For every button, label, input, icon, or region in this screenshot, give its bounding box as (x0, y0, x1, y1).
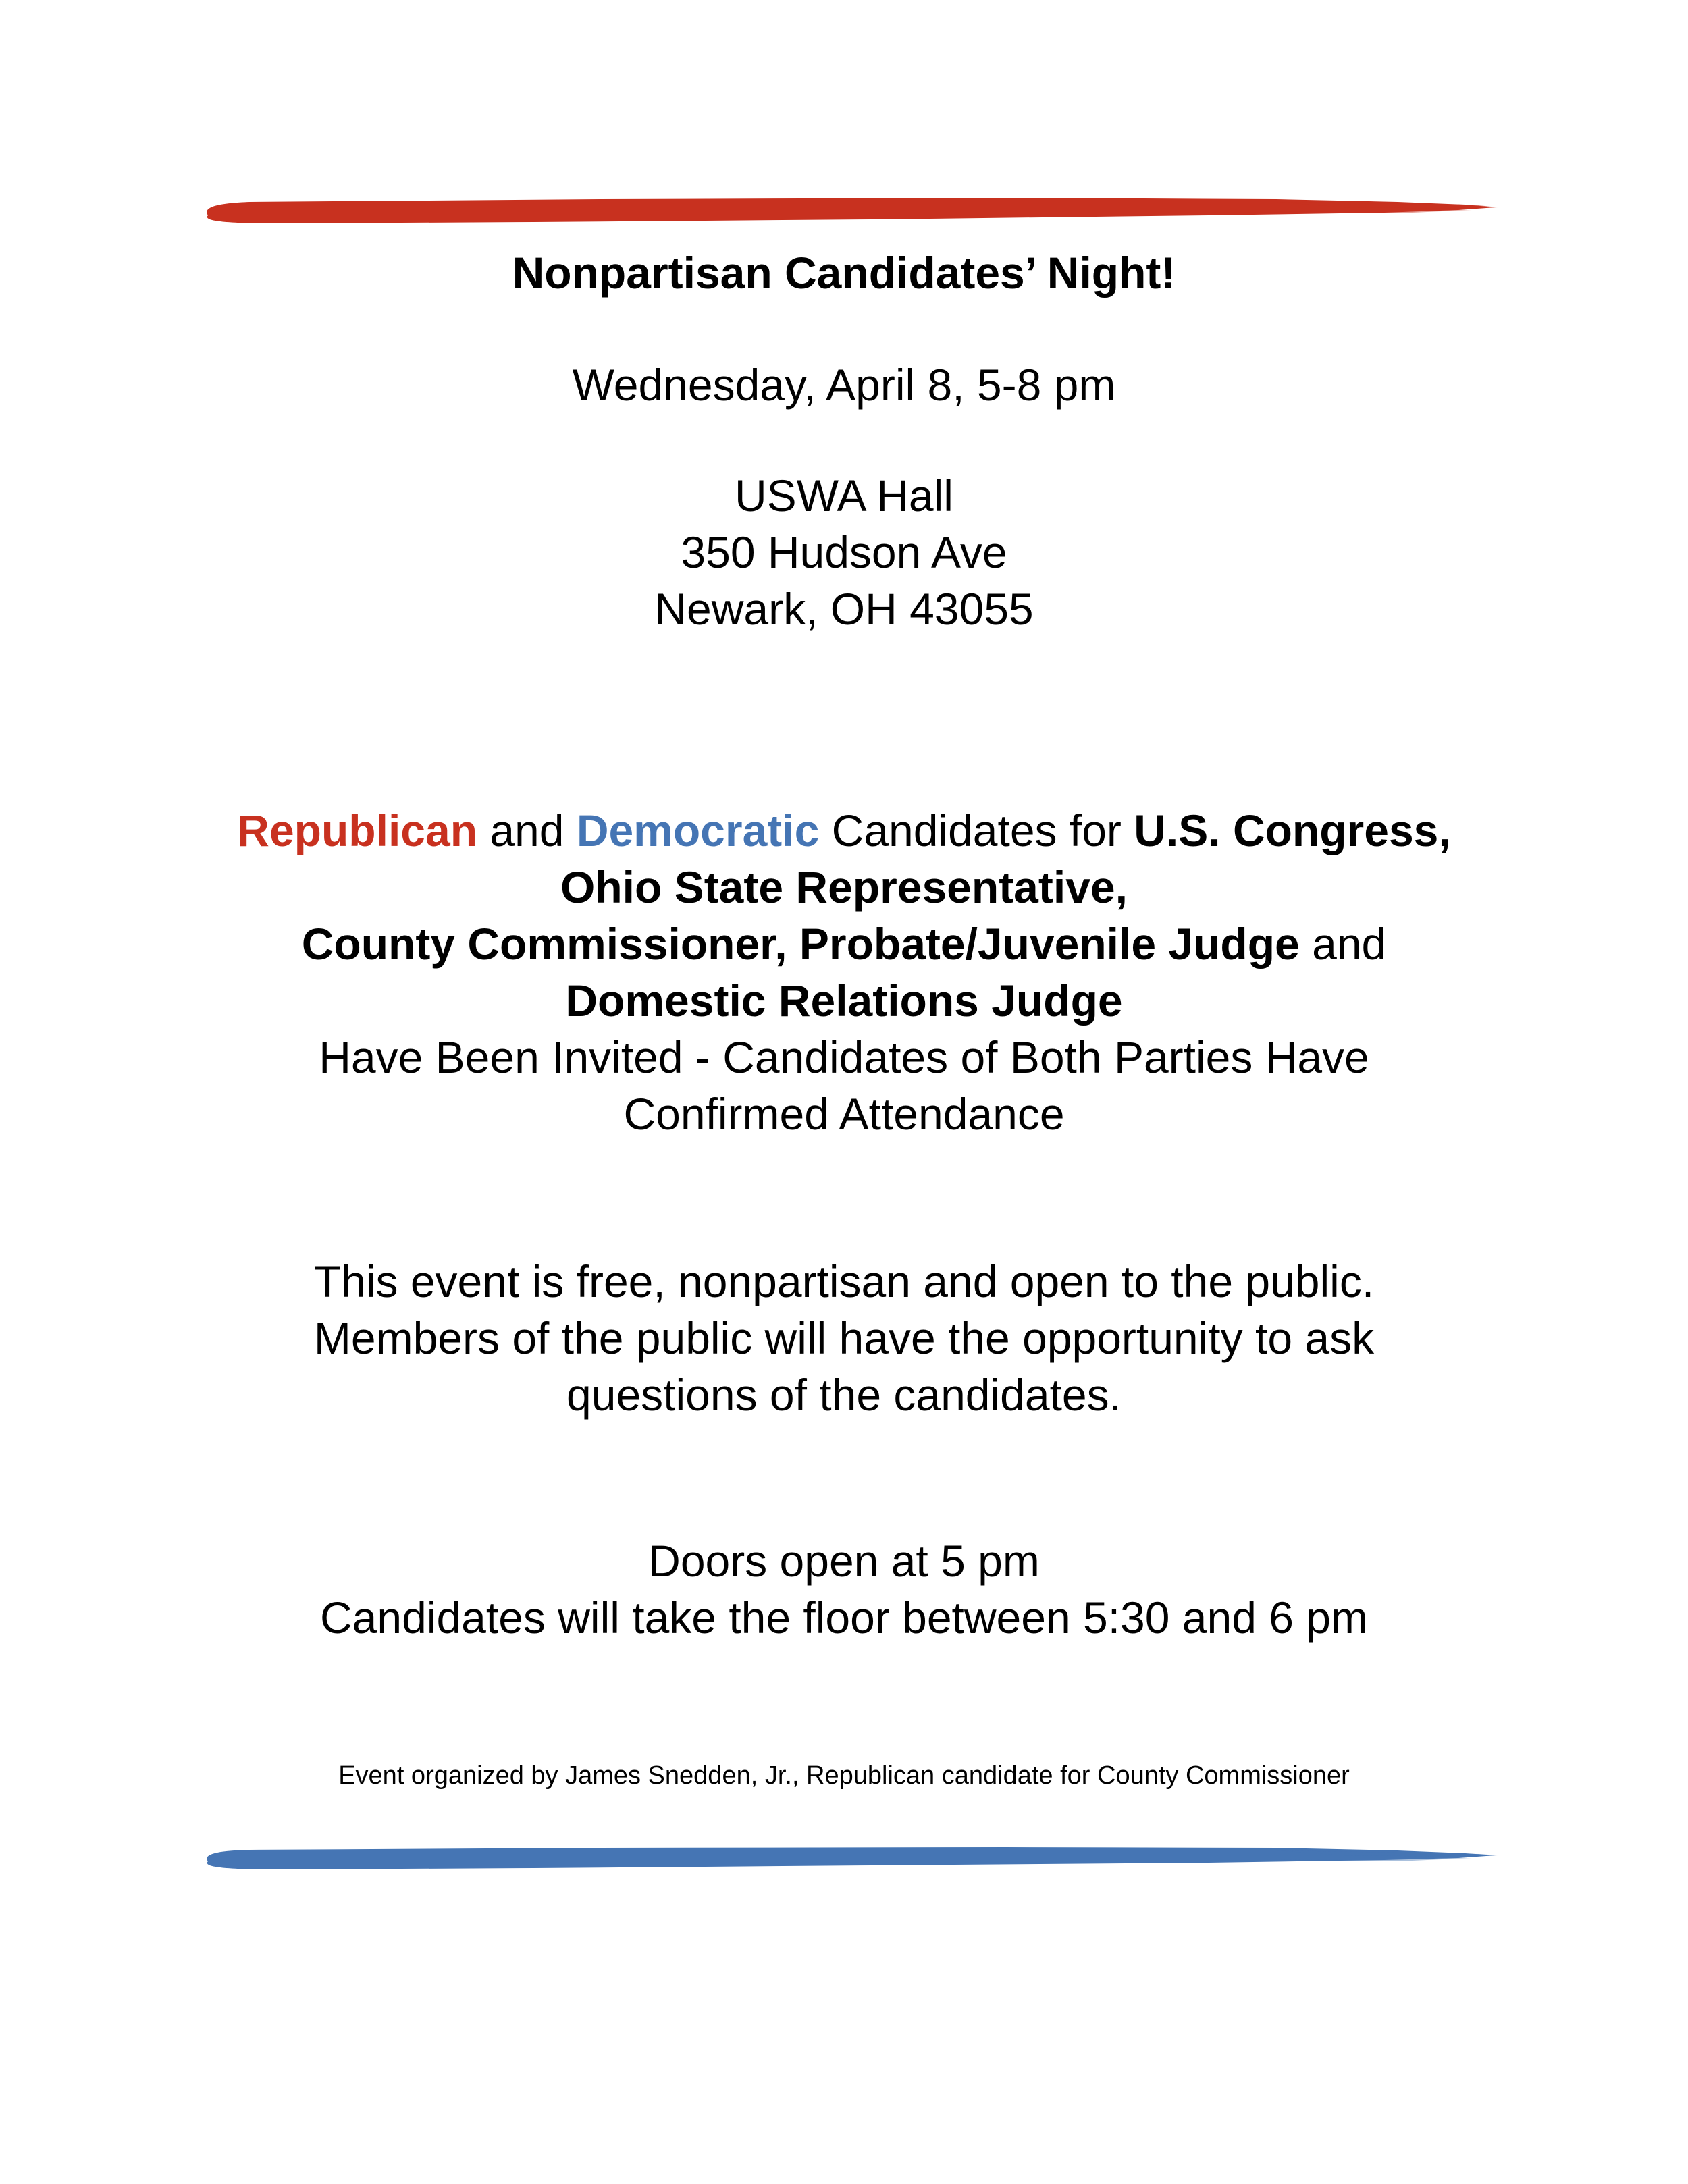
schedule-section (0, 1533, 1688, 1646)
title-section (0, 244, 1688, 301)
republican-label: Republican (237, 805, 478, 855)
office-us-congress: U.S. Congress, (1134, 805, 1451, 855)
event-date-time: Wednesday, April 8, 5-8 pm (572, 360, 1116, 410)
venue-city: Newark, OH 43055 (654, 584, 1034, 634)
date-section (0, 356, 1688, 413)
democratic-label: Democratic (576, 805, 820, 855)
invite-and-text: and (477, 805, 577, 855)
invite-line-3 (0, 915, 1688, 972)
about-line-3: questions of the candidates. (566, 1370, 1122, 1420)
about-section (0, 1253, 1688, 1423)
office-domestic-relations-judge: Domestic Relations Judge (565, 976, 1123, 1026)
blue-brush-stroke (196, 1840, 1499, 1880)
confirm-line-2: Confirmed Attendance (623, 1089, 1065, 1139)
invite-line-1 (0, 802, 1688, 859)
invite-candidates-for-text: Candidates for (819, 805, 1134, 855)
about-line-1: This event is free, nonpartisan and open to the public. (313, 1256, 1375, 1306)
office-state-representative: Ohio State Representative, (560, 862, 1128, 912)
venue-name: USWA Hall (735, 471, 953, 521)
red-brush-stroke (196, 192, 1499, 233)
office-commissioner-judge: County Commissioner, Probate/Juvenile Judge (301, 919, 1300, 969)
organizer-note: Event organized by James Snedden, Jr., Republican candidate for County Commissioner (338, 1761, 1350, 1790)
footer-section (0, 1759, 1688, 1792)
invite-section (0, 802, 1688, 1142)
about-line-2: Members of the public will have the opportunity to ask (313, 1313, 1375, 1363)
confirm-line-1: Have Been Invited - Candidates of Both Parties Have (319, 1032, 1369, 1082)
venue-section (0, 467, 1688, 637)
invite-and-text-2: and (1299, 919, 1387, 969)
event-title: Nonpartisan Candidates’ Night! (512, 248, 1176, 298)
candidates-floor-text: Candidates will take the floor between 5:30 and 6 pm (320, 1593, 1368, 1643)
venue-street: 350 Hudson Ave (681, 527, 1007, 577)
doors-open-text: Doors open at 5 pm (648, 1536, 1040, 1586)
